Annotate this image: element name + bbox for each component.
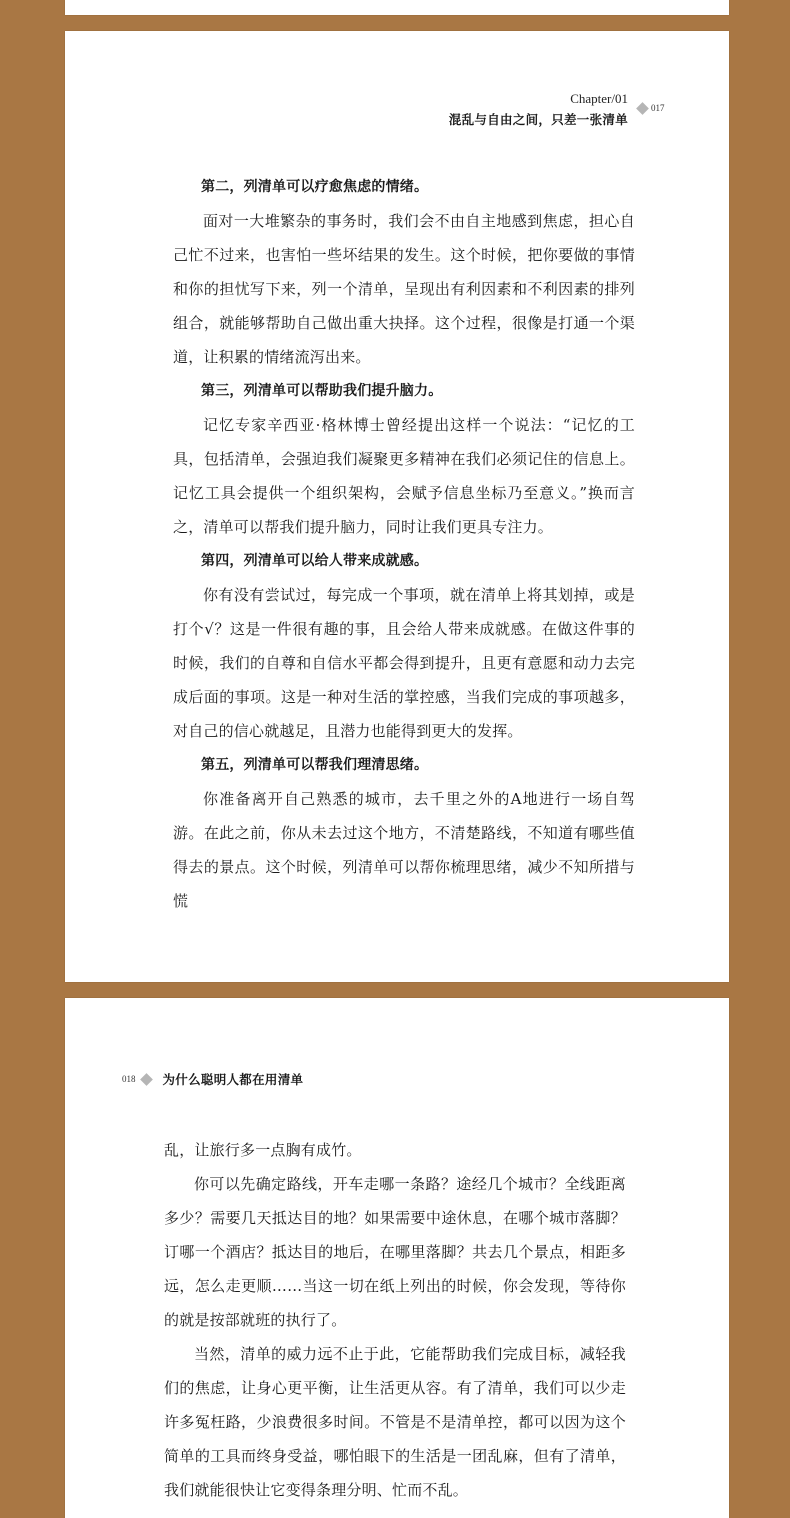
- section-heading: 第二，列清单可以疗愈焦虑的情绪。: [201, 179, 429, 195]
- running-header: [449, 91, 628, 129]
- diamond-icon: [140, 1073, 153, 1086]
- body-paragraph: 你准备离开自己熟悉的城市，去千里之外的A地进行一场自驾游。在此之前，你从未去过这个地方，不清楚路线，不知道有哪些值得去的景点。这个时候，列清单可以帮你梳理思绪，减少不知所措与慌: [173, 790, 635, 910]
- book-page-018: [65, 998, 729, 1518]
- section-heading: 第四，列清单可以给人带来成就感。: [201, 553, 429, 569]
- body-paragraph: 记忆专家辛西亚·格林博士曾经提出这样一个说法：“记忆的工具，包括清单，会强迫我们凝聚更多精神在我们必须记住的信息上。记忆工具会提供一个组织架构，会赋予信息坐标乃至意义。”换而言之，清单可以帮我们提升脑力，同时让我们更具专注力。: [173, 416, 635, 536]
- page-number: 018: [122, 1074, 136, 1084]
- page-number: 017: [651, 103, 665, 113]
- book-title: 为什么聪明人都在用清单: [162, 1072, 304, 1087]
- page-body: [173, 170, 635, 918]
- body-paragraph: 你可以先确定路线，开车走哪一条路？途经几个城市？全线距离多少？需要几天抵达目的地？如果需要中途休息，在哪个城市落脚？订哪一个酒店？抵达目的地后，在哪里落脚？共去几个景点，相距多远，怎么走更顺……当这一切在纸上列出的时候，你会发现，等待你的就是按部就班的执行了。: [164, 1175, 626, 1329]
- body-paragraph: 面对一大堆繁杂的事务时，我们会不由自主地感到焦虑，担心自己忙不过来，也害怕一些坏结果的发生。这个时候，把你要做的事情和你的担忧写下来，列一个清单，呈现出有利因素和不利因素的排列组合，就能够帮助自己做出重大抉择。这个过程，很像是打通一个渠道，让积累的情绪流泻出来。: [173, 212, 635, 366]
- running-header: [122, 1070, 303, 1088]
- chapter-title: 混乱与自由之间，只差一张清单: [448, 112, 628, 127]
- page-body: [164, 1133, 626, 1507]
- body-paragraph: 你有没有尝试过，每完成一个事项，就在清单上将其划掉，或是打个√？这是一件很有趣的事，且会给人带来成就感。在做这件事的时候，我们的自尊和自信水平都会得到提升，且更有意愿和动力去完成后面的事项。这是一种对生活的掌控感，当我们完成的事项越多，对自己的信心就越足，且潜力也能得到更大的发挥。: [173, 586, 635, 740]
- section-heading: 第三，列清单可以帮助我们提升脑力。: [201, 383, 443, 399]
- section-heading: 第五，列清单可以帮我们理清思绪。: [201, 757, 429, 773]
- page-number-marker: [638, 103, 665, 113]
- body-paragraph-continued: 乱，让旅行多一点胸有成竹。: [164, 1141, 362, 1159]
- previous-page-edge: [65, 0, 729, 15]
- book-page-017: [65, 31, 729, 982]
- body-paragraph: 当然，清单的威力远不止于此，它能帮助我们完成目标，减轻我们的焦虑，让身心更平衡，让生活更从容。有了清单，我们可以少走许多冤枉路，少浪费很多时间。不管是不是清单控，都可以因为这个简单的工具而终身受益，哪怕眼下的生活是一团乱麻，但有了清单，我们就能很快让它变得条理分明、忙而不乱。: [164, 1345, 626, 1499]
- diamond-icon: [636, 102, 649, 115]
- chapter-label: Chapter/01: [570, 91, 628, 106]
